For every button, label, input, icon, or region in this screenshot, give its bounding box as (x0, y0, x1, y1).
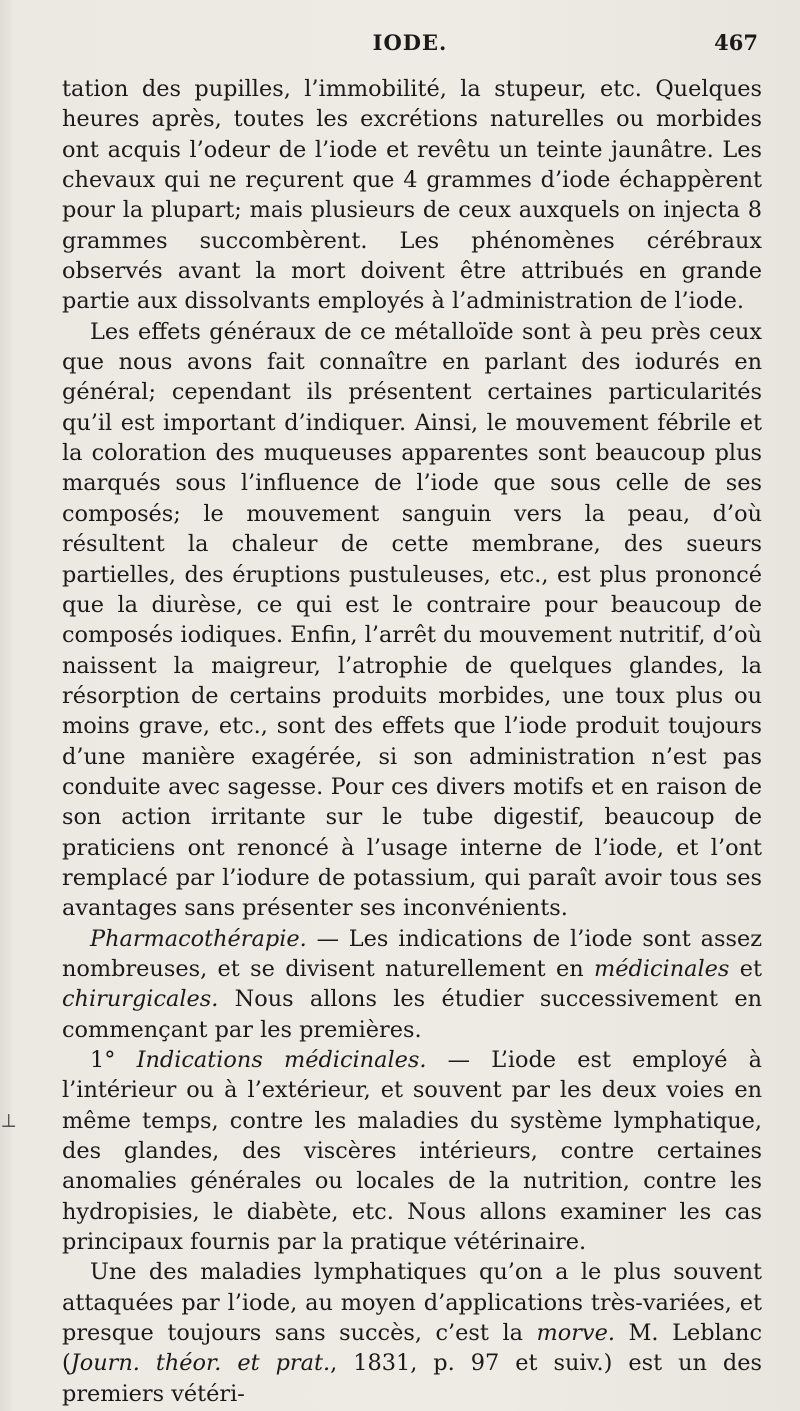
margin-mark: ⟂ (2, 1108, 16, 1132)
running-title: IODE. (372, 30, 448, 55)
term-chirurgicales: chirurgicales. (62, 986, 219, 1013)
paragraph-3-text-b: et (729, 955, 762, 982)
page-header (62, 30, 758, 66)
paragraph-5-text-a: Une des maladies lymphatiques qu’on a le plus souvent attaquées par l’iode, au moyen d’applications très-variées, et presque toujours sans succès, c’est la (62, 1259, 762, 1347)
paragraph-5-text-c: , 1831, p. 97 et suiv.) est un des premiers vétéri- (62, 1350, 763, 1407)
section-heading-pharmacotherapie: Pharmacothérapie. (90, 925, 307, 952)
section-number: 1° (90, 1047, 137, 1073)
citation-journal: Journ. théor. et prat. (70, 1350, 331, 1377)
paragraph-4-text: — L’iode est employé à l’intérieur ou à l’extérieur, et souvent par les deux voies en même temps, contre les maladies du système lymphatique, des glandes, des viscères intérieurs, contre certaines anomalies générales ou locales de la nutrition, contre les hydropisies, le diabète, etc. Nous allons examiner les cas principaux fournis par la pratique vétérinaire. (62, 1047, 762, 1256)
term-morve: morve. (536, 1320, 615, 1347)
paragraph-3-text-c: Nous allons les étudier successivement en commençant par les premières. (62, 986, 762, 1043)
page-number: 467 (714, 30, 758, 55)
paragraph-5 (62, 1257, 762, 1409)
paragraph-2: Les effets généraux de ce métalloïde sont à peu près ceux que nous avons fait connaître en parlant des iodurés en général; cependant ils présentent certaines particularités qu’il est important d’indiquer. Ainsi, le mouvement fébrile et la coloration des muqueuses apparentes sont beaucoup plus marqués sous l’influence de l’iode que sous celle de ses composés; le mouvement sanguin vers la peau, d’où résultent la chaleur de cette membrane, des sueurs partielles, des éruptions pustuleuses, etc., est plus prononcé que la diurèse, ce qui est le contraire pour beaucoup de composés iodiques. Enfin, l’arrêt du mouvement nutritif, d’où naissent la maigreur, l’atrophie de quelques glandes, la résorption de certains produits morbides, une toux plus ou moins grave, etc., sont des effets que l’iode produit toujours d’une manière exagérée, si son administration n’est pas conduite avec sagesse. Pour ces divers motifs et en raison de son action irritante sur le tube digestif, beaucoup de praticiens ont renoncé à l’usage interne de l’iode, et l’ont remplacé par l’iodure de potassium, qui paraît avoir tous ses avantages sans présenter ses inconvénients. (62, 318, 762, 922)
section-heading-indications: Indications médicinales. (136, 1047, 427, 1073)
paragraph-1: tation des pupilles, l’immobilité, la stupeur, etc. Quelques heures après, toutes les excrétions naturelles ou morbides ont acquis l’odeur de l’iode et revêtu un teinte jaunâtre. Les chevaux qui ne reçurent que 4 grammes d’iode échappèrent pour la plupart; mais plusieurs de ceux auxquels on injecta 8 grammes succombèrent. Les phénomènes cérébraux observés avant la mort doivent être attribués en grande partie aux dissolvants employés à l’administration de l’iode. (62, 76, 762, 315)
paragraph-3-text-a: — Les indications de l’iode sont assez nombreuses, et se divisent naturellement en (62, 925, 762, 982)
paragraph-4 (62, 1045, 762, 1257)
paragraph-5-text-b: M. Leblanc ( (62, 1320, 762, 1377)
body-text (62, 74, 762, 1409)
term-medicinales: médicinales (594, 955, 730, 982)
paragraph-3 (62, 924, 762, 1045)
